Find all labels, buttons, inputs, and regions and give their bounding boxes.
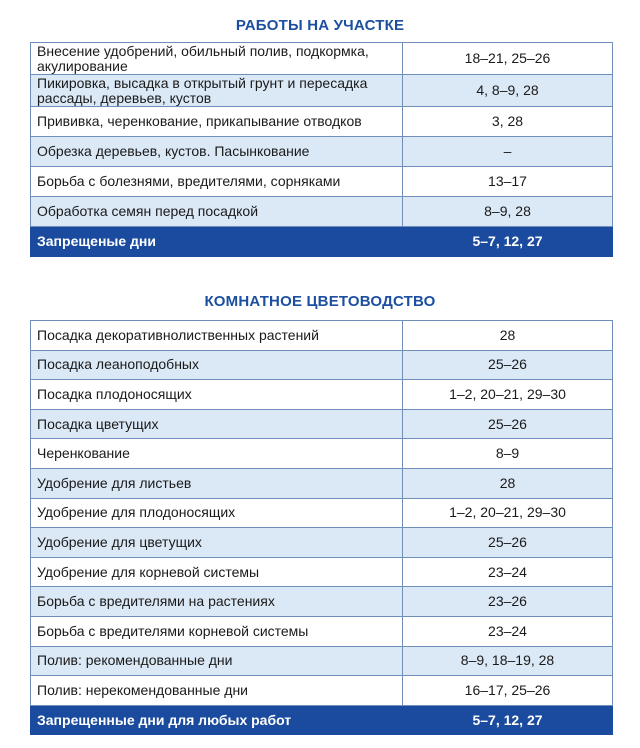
days-cell: –	[403, 137, 613, 167]
days-cell: 16–17, 25–26	[403, 676, 613, 706]
table-row	[31, 409, 613, 439]
days-cell: 8–9, 18–19, 28	[403, 646, 613, 676]
task-cell: Удобрение для цветущих	[31, 528, 403, 558]
days-cell: 13–17	[403, 167, 613, 197]
task-cell: Посадка леаноподобных	[31, 350, 403, 380]
table-row	[31, 676, 613, 706]
table-row	[31, 107, 613, 137]
days-cell: 23–24	[403, 557, 613, 587]
task-cell: Полив: рекомендованные дни	[31, 646, 403, 676]
days-cell: 25–26	[403, 409, 613, 439]
task-cell: Удобрение для плодоносящих	[31, 498, 403, 528]
table-row	[31, 587, 613, 617]
table-row	[31, 43, 613, 75]
section-title-garden: РАБОТЫ НА УЧАСТКЕ	[235, 17, 405, 34]
table-row	[31, 380, 613, 410]
task-cell: Борьба с вредителями на растениях	[31, 587, 403, 617]
days-cell: 8–9	[403, 439, 613, 469]
section-title-indoor: КОМНАТНОЕ ЦВЕТОВОДСТВО	[204, 293, 436, 310]
table-row	[31, 616, 613, 646]
garden-works-table	[30, 42, 613, 257]
days-cell: 8–9, 28	[403, 197, 613, 227]
table-row	[31, 468, 613, 498]
banned-days-row	[31, 227, 613, 257]
days-cell: 25–26	[403, 350, 613, 380]
task-cell: Посадка цветущих	[31, 409, 403, 439]
task-cell: Посадка декоративнолиственных растений	[31, 321, 403, 351]
task-cell: Прививка, черенкование, прикапывание отводков	[31, 107, 403, 137]
days-cell: 4, 8–9, 28	[403, 75, 613, 107]
task-cell: Внесение удобрений, обильный полив, подкормка, акулирование	[31, 43, 403, 75]
task-cell: Черенкование	[31, 439, 403, 469]
task-cell: Борьба с болезнями, вредителями, сорняками	[31, 167, 403, 197]
indoor-flowers-table	[30, 320, 613, 735]
task-cell: Обрезка деревьев, кустов. Пасынкование	[31, 137, 403, 167]
table-row	[31, 75, 613, 107]
table-row	[31, 646, 613, 676]
days-cell: 23–24	[403, 616, 613, 646]
table-row	[31, 350, 613, 380]
days-cell: 23–26	[403, 587, 613, 617]
banned-days-label: Запрещенные дни для любых работ	[31, 705, 403, 735]
banned-days-label: Запрещеные дни	[31, 227, 403, 257]
days-cell: 28	[403, 468, 613, 498]
banned-days-value: 5–7, 12, 27	[403, 705, 613, 735]
table-row	[31, 557, 613, 587]
table-row	[31, 498, 613, 528]
task-cell: Удобрение для листьев	[31, 468, 403, 498]
table-row	[31, 528, 613, 558]
table-row	[31, 321, 613, 351]
task-cell: Пикировка, высадка в открытый грунт и пересадка рассады, деревьев, кустов	[31, 75, 403, 107]
days-cell: 25–26	[403, 528, 613, 558]
table-row	[31, 137, 613, 167]
days-cell: 3, 28	[403, 107, 613, 137]
table-row	[31, 439, 613, 469]
days-cell: 28	[403, 321, 613, 351]
banned-days-value: 5–7, 12, 27	[403, 227, 613, 257]
task-cell: Борьба с вредителями корневой системы	[31, 616, 403, 646]
days-cell: 1–2, 20–21, 29–30	[403, 498, 613, 528]
days-cell: 1–2, 20–21, 29–30	[403, 380, 613, 410]
table-row	[31, 167, 613, 197]
task-cell: Удобрение для корневой системы	[31, 557, 403, 587]
table-row	[31, 197, 613, 227]
task-cell: Посадка плодоносящих	[31, 380, 403, 410]
banned-days-row	[31, 705, 613, 735]
task-cell: Полив: нерекомендованные дни	[31, 676, 403, 706]
days-cell: 18–21, 25–26	[403, 43, 613, 75]
task-cell: Обработка семян перед посадкой	[31, 197, 403, 227]
